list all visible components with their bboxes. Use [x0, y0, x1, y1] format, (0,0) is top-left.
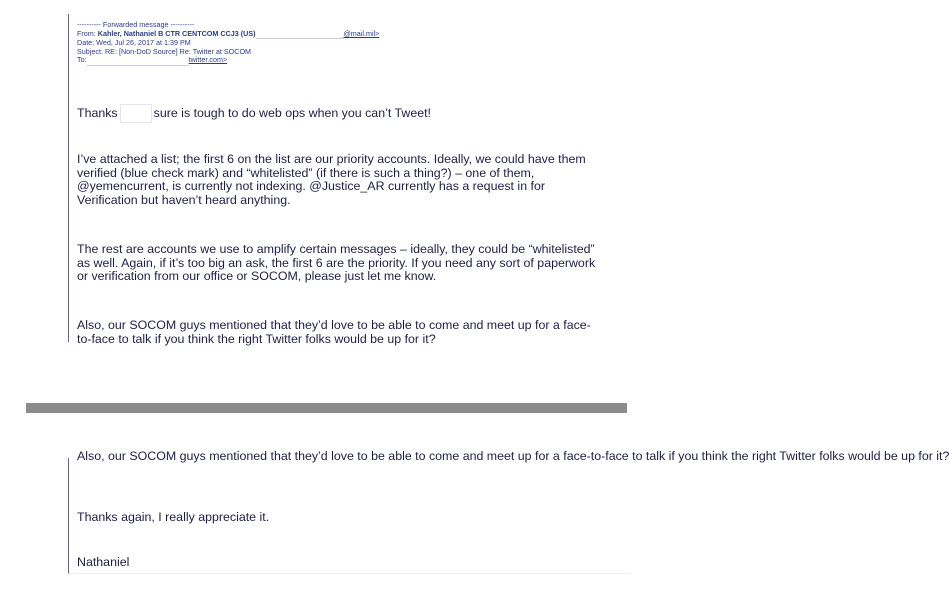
greeting-paragraph	[77, 104, 597, 123]
forwarded-header	[77, 21, 379, 66]
thanks-text-end: sure is tough to do web ops when you can’t Tweet!	[153, 105, 431, 120]
paragraph-meetup: Also, our SOCOM guys mentioned that they’d love to be able to come and meet up for a face-to-face to talk if you think the right Twitter folks would be up for it?	[77, 318, 591, 346]
closing-thanks: Thanks again, I really appreciate it.	[77, 510, 270, 524]
thanks-text: Thanks	[77, 105, 118, 120]
subject-line: Subject: RE: [Non-DoD Source] Re: Twitter at SOCOM	[77, 46, 252, 56]
signature: Nathaniel	[77, 555, 130, 569]
cutoff-line: Also, our SOCOM guys mentioned that they’d love to be able to come and meet up for a face-to-face to talk if you think the right Twitter folks would be up for it?	[77, 449, 949, 463]
paragraph-priority-accounts: I’ve attached a list; the first 6 on the list are our priority accounts. Ideally, we could have them verified (blue check mark) and “whitelisted” (if there is such a thing?) – one of them, @yemencurrent, is currently not indexing. @Justice_AR currently has a request in for Verification but haven’t heard anything.	[77, 152, 586, 207]
forwarded-message-line: ---------- Forwarded message ----------	[77, 20, 195, 29]
page-divider	[26, 403, 627, 413]
redacted-email	[256, 30, 344, 40]
to-label: To:	[77, 55, 87, 65]
redacted-name-box	[120, 104, 152, 123]
to-line	[77, 56, 379, 66]
date-line: Date: Wed, Jul 26, 2017 at 1:39 PM	[77, 38, 191, 48]
email-page-top	[68, 14, 629, 346]
from-label: From:	[77, 28, 98, 38]
paragraph-amplify-accounts: The rest are accounts we use to amplify certain messages – ideally, they could be “whitelisted” as well. Again, if it’s too big an ask, the first 6 are the priority. If you need any sort of paperwork or verification from our office or SOCOM, please just let me know.	[77, 242, 596, 284]
from-name: Kahler, Nathaniel B CTR CENTCOM CCJ3 (US)	[97, 28, 256, 38]
email-page-bottom	[68, 449, 949, 574]
redacted-to-email	[87, 56, 189, 66]
to-email-link[interactable]: twitter.com>	[188, 55, 228, 65]
from-email-link[interactable]: @mail.mil>	[343, 28, 380, 38]
